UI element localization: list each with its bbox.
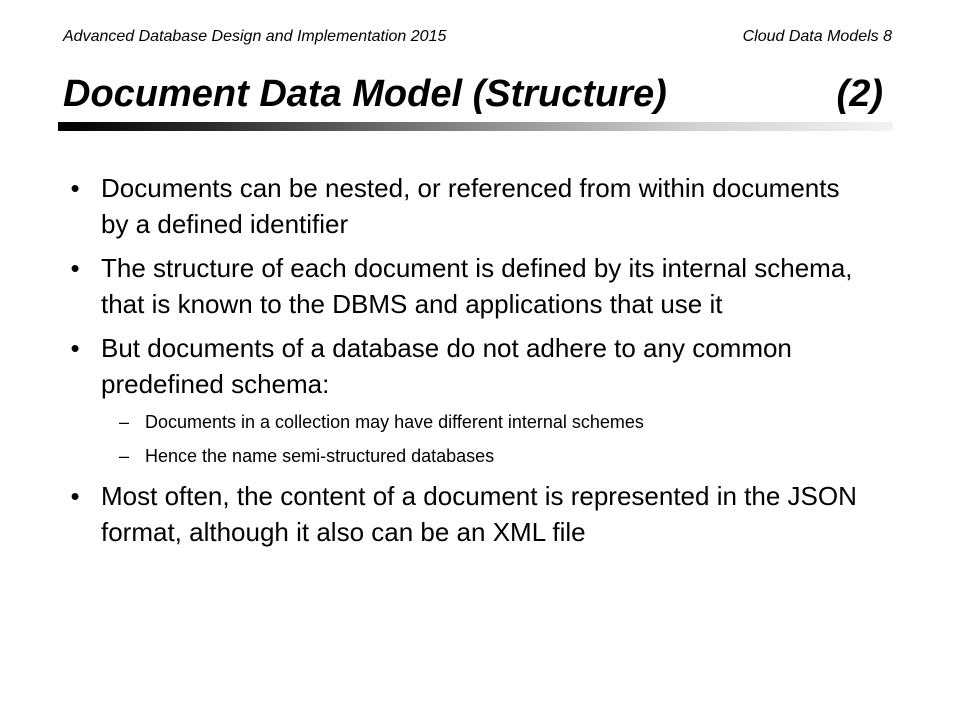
sub-bullet-text: Hence the name semi-structured databases bbox=[145, 446, 495, 466]
bullet-item bbox=[63, 250, 863, 322]
bullet-marker: • bbox=[70, 481, 80, 511]
sub-bullet-marker: – bbox=[119, 446, 130, 466]
bullet-item bbox=[63, 330, 863, 468]
sub-bullet-marker: – bbox=[119, 412, 130, 432]
bullet-list bbox=[63, 170, 863, 558]
bullet-item bbox=[63, 170, 863, 242]
sub-bullet-item bbox=[101, 410, 863, 434]
bullet-item bbox=[63, 478, 863, 550]
title-divider bbox=[58, 122, 893, 131]
bullet-marker: • bbox=[70, 173, 80, 203]
sub-bullet-item bbox=[101, 444, 863, 468]
slide-title-number: (2) bbox=[836, 73, 883, 115]
slide-reference: Cloud Data Models 8 bbox=[742, 28, 892, 45]
sub-bullet-list bbox=[101, 410, 863, 468]
bullet-text: Most often, the content of a document is represented in the JSON format, although it also can be an XML file bbox=[101, 481, 857, 547]
slide-title-row bbox=[63, 68, 893, 120]
course-header: Advanced Database Design and Implementation 2015 bbox=[63, 28, 447, 45]
bullet-text: Documents can be nested, or referenced from within documents by a defined identifier bbox=[101, 173, 840, 239]
bullet-marker: • bbox=[70, 253, 80, 283]
sub-bullet-text: Documents in a collection may have different internal schemes bbox=[145, 412, 644, 432]
bullet-text: The structure of each document is defined by its internal schema, that is known to the DBMS and applications that use it bbox=[101, 253, 853, 319]
bullet-text: But documents of a database do not adhere to any common predefined schema: bbox=[101, 333, 792, 399]
bullet-marker: • bbox=[70, 333, 80, 363]
slide-title: Document Data Model (Structure) bbox=[63, 73, 667, 115]
